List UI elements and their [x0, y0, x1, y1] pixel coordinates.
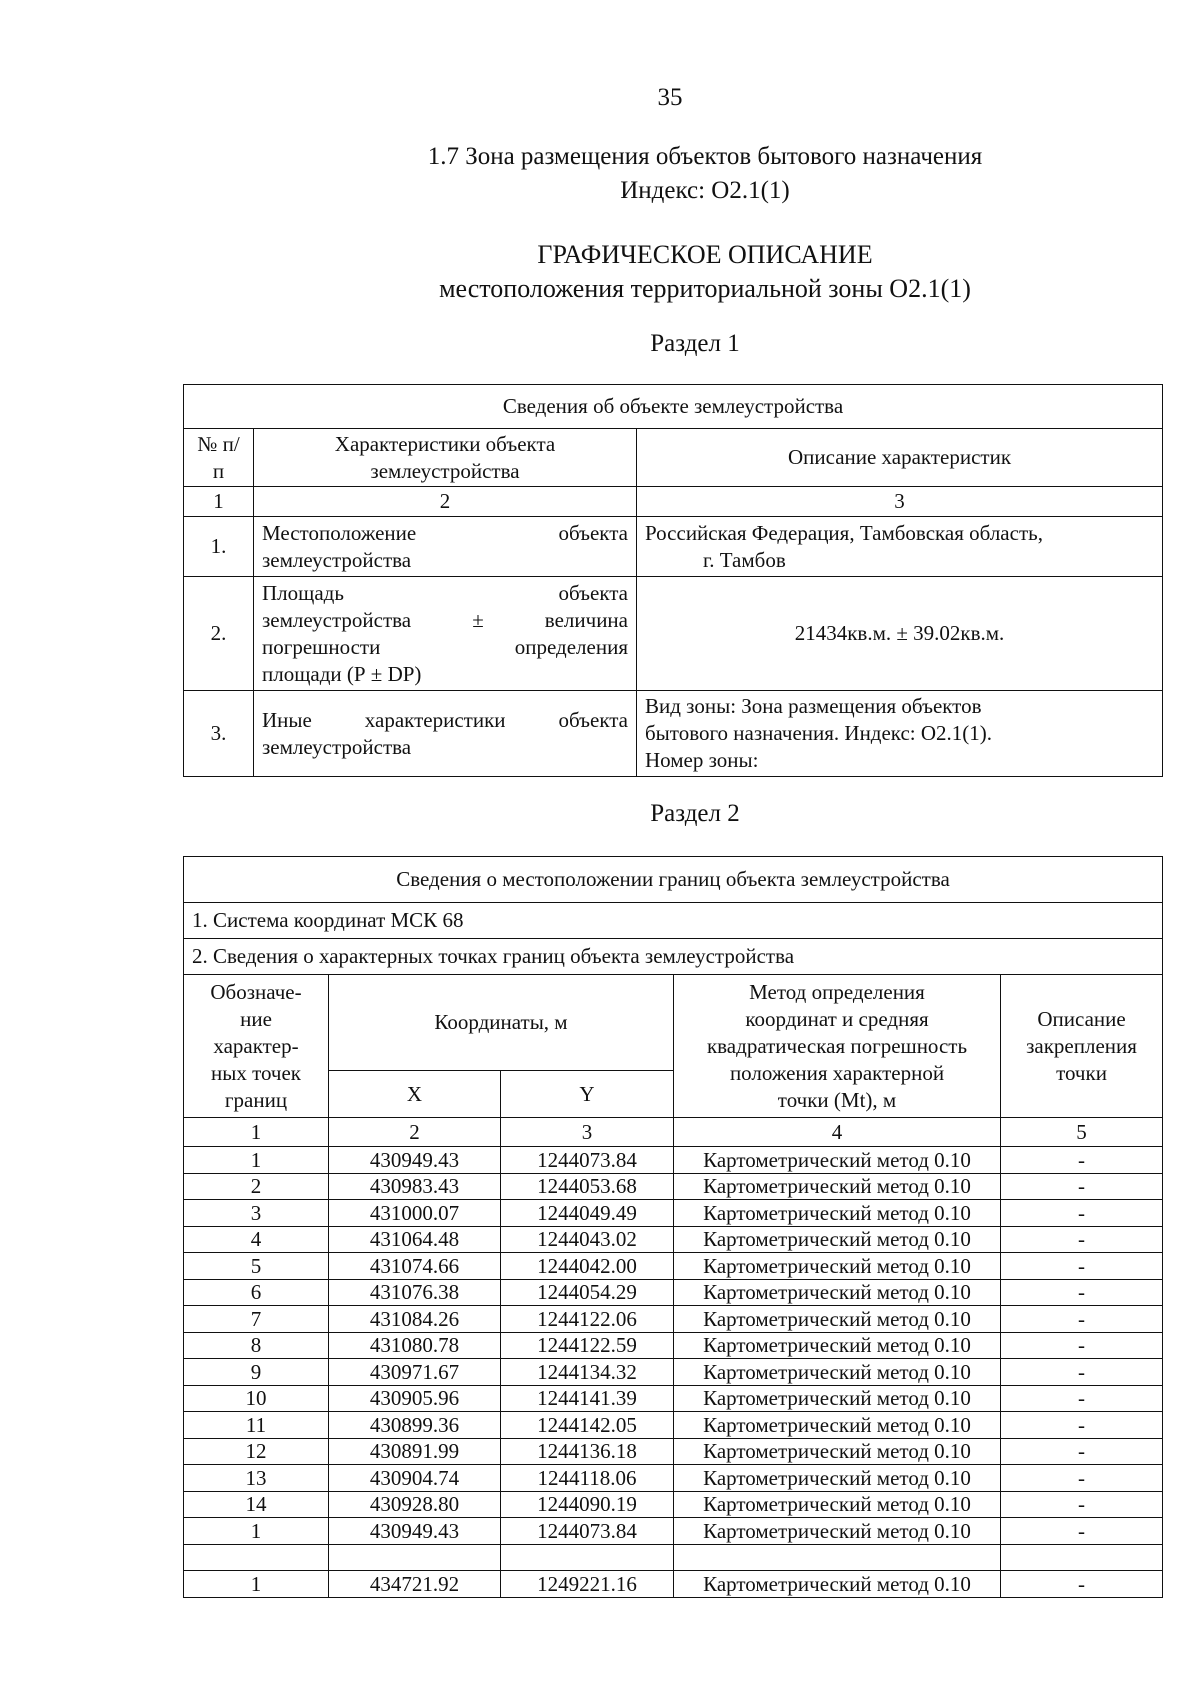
- table-row: [184, 1518, 1163, 1545]
- header-method: [674, 975, 1001, 1118]
- method-cell: Картометрический метод 0.10: [674, 1385, 1001, 1412]
- text-line: границ: [224, 1087, 288, 1112]
- coord-x: 431084.26: [329, 1306, 501, 1333]
- method-cell: Картометрический метод 0.10: [674, 1465, 1001, 1492]
- table-row: [184, 1306, 1163, 1333]
- method-cell: Картометрический метод 0.10: [674, 1279, 1001, 1306]
- coord-y: 1244141.39: [501, 1385, 674, 1412]
- text-line: точки (Mt), м: [777, 1087, 897, 1112]
- coord-system: 1. Система координат МСК 68: [184, 903, 1163, 939]
- method-cell: [674, 1544, 1001, 1571]
- text-line: Российская Федерация, Тамбовская область,: [645, 520, 1043, 545]
- text-line: Номер зоны:: [645, 748, 759, 772]
- coord-x: 430905.96: [329, 1385, 501, 1412]
- col-number: 2: [254, 487, 637, 517]
- text-line: Метод определения: [749, 979, 925, 1004]
- point-number: [184, 1544, 329, 1571]
- point-number: 10: [184, 1385, 329, 1412]
- coord-y: 1244054.29: [501, 1279, 674, 1306]
- text-line: квадратическая погрешность: [706, 1033, 968, 1058]
- text-line: землеустройства: [262, 734, 412, 759]
- zone-index: Индекс: О2.1(1): [620, 177, 790, 204]
- method-cell: Картометрический метод 0.10: [674, 1518, 1001, 1545]
- text-line: точки: [1056, 1060, 1107, 1085]
- coord-y: 1244043.02: [501, 1226, 674, 1253]
- coord-x: 434721.92: [329, 1571, 501, 1598]
- coord-x: 430899.36: [329, 1412, 501, 1439]
- method-cell: Картометрический метод 0.10: [674, 1438, 1001, 1465]
- coord-x: 430971.67: [329, 1359, 501, 1386]
- coord-x: 430983.43: [329, 1173, 501, 1200]
- coord-y: [501, 1544, 674, 1571]
- table-row: [184, 1332, 1163, 1359]
- coord-x: 430949.43: [329, 1518, 501, 1545]
- coord-x: 431000.07: [329, 1200, 501, 1227]
- text-line: Описание: [1037, 1006, 1126, 1031]
- col-number: 4: [674, 1118, 1001, 1147]
- document-title: ГРАФИЧЕСКОЕ ОПИСАНИЕ: [537, 240, 873, 269]
- point-number: 8: [184, 1332, 329, 1359]
- text-line: бытового назначения. Индекс: О2.1(1).: [645, 721, 993, 745]
- text-line: Местоположение объекта: [262, 520, 628, 545]
- point-number: 1: [184, 1518, 329, 1545]
- point-number: 12: [184, 1438, 329, 1465]
- coord-y: 1244142.05: [501, 1412, 674, 1439]
- coord-y: 1244049.49: [501, 1200, 674, 1227]
- row-characteristic: [254, 691, 637, 777]
- text-line: Иные характеристики объекта: [262, 707, 628, 732]
- col-number: 3: [637, 487, 1163, 517]
- header-fixing: [1001, 975, 1163, 1118]
- row-description: [637, 691, 1163, 777]
- table-row: [184, 1465, 1163, 1492]
- method-cell: Картометрический метод 0.10: [674, 1173, 1001, 1200]
- method-cell: Картометрический метод 0.10: [674, 1253, 1001, 1280]
- coord-y: 1244122.06: [501, 1306, 674, 1333]
- page-number: 35: [657, 84, 683, 111]
- row-num: 3.: [184, 691, 254, 777]
- header-x: X: [329, 1071, 501, 1118]
- coord-x: 431064.48: [329, 1226, 501, 1253]
- fixing-cell: -: [1001, 1571, 1163, 1598]
- header-description: Описание характеристик: [637, 429, 1163, 487]
- row-num: 2.: [184, 577, 254, 691]
- point-number: 11: [184, 1412, 329, 1439]
- fixing-cell: -: [1001, 1226, 1163, 1253]
- fixing-cell: -: [1001, 1332, 1163, 1359]
- section2-title: Раздел 2: [650, 800, 740, 827]
- coord-y: 1244134.32: [501, 1359, 674, 1386]
- method-cell: Картометрический метод 0.10: [674, 1412, 1001, 1439]
- coord-x: [329, 1544, 501, 1571]
- text-line: положения характерной: [729, 1060, 945, 1085]
- fixing-cell: -: [1001, 1518, 1163, 1545]
- text-line: ных точек: [210, 1060, 302, 1085]
- fixing-cell: -: [1001, 1359, 1163, 1386]
- header-num: № п/п: [184, 429, 254, 487]
- text-line: Площадь объекта: [262, 580, 628, 605]
- method-cell: Картометрический метод 0.10: [674, 1491, 1001, 1518]
- coord-y: 1249221.16: [501, 1571, 674, 1598]
- row-characteristic: [254, 517, 637, 577]
- zone-heading: [380, 140, 1030, 208]
- coord-y: 1244136.18: [501, 1438, 674, 1465]
- text-line: Вид зоны: Зона размещения объектов: [645, 694, 982, 718]
- text-line: землеустройства: [262, 547, 412, 572]
- section1-table: [183, 384, 1163, 777]
- fixing-cell: -: [1001, 1200, 1163, 1227]
- table-row: [184, 691, 1163, 777]
- fixing-cell: -: [1001, 1412, 1163, 1439]
- col-number: 1: [184, 1118, 329, 1147]
- row-description: [637, 517, 1163, 577]
- section1-title: Раздел 1: [650, 330, 740, 357]
- table-row: [184, 577, 1163, 691]
- method-cell: Картометрический метод 0.10: [674, 1306, 1001, 1333]
- table-row: [184, 1491, 1163, 1518]
- fixing-cell: -: [1001, 1173, 1163, 1200]
- method-cell: Картометрический метод 0.10: [674, 1359, 1001, 1386]
- coord-y: 1244118.06: [501, 1465, 674, 1492]
- points-body: [184, 1147, 1163, 1598]
- coord-y: 1244073.84: [501, 1147, 674, 1174]
- coord-x: 430891.99: [329, 1438, 501, 1465]
- method-cell: Картометрический метод 0.10: [674, 1332, 1001, 1359]
- col-number: 3: [501, 1118, 674, 1147]
- col-number: 2: [329, 1118, 501, 1147]
- coord-y: 1244073.84: [501, 1518, 674, 1545]
- coord-y: 1244042.00: [501, 1253, 674, 1280]
- point-number: 6: [184, 1279, 329, 1306]
- fixing-cell: -: [1001, 1438, 1163, 1465]
- table-row: [184, 1253, 1163, 1280]
- table-row: [184, 1438, 1163, 1465]
- section1-caption: Сведения об объекте землеустройства: [184, 385, 1163, 429]
- point-number: 1: [184, 1571, 329, 1598]
- row-num: 1.: [184, 517, 254, 577]
- table-row: [184, 517, 1163, 577]
- table-row: [184, 1147, 1163, 1174]
- document-subtitle: местоположения территориальной зоны О2.1(1): [439, 274, 971, 303]
- col-number: 5: [1001, 1118, 1163, 1147]
- section2-caption: Сведения о местоположении границ объекта землеустройства: [184, 857, 1163, 903]
- header-characteristics: Характеристики объекта землеустройства: [254, 429, 637, 487]
- point-number: 2: [184, 1173, 329, 1200]
- header-coordinates: Координаты, м: [329, 975, 674, 1071]
- text-line: ние: [240, 1006, 272, 1031]
- point-number: 1: [184, 1147, 329, 1174]
- section2-table: [183, 856, 1163, 1598]
- table-row: [184, 1385, 1163, 1412]
- coord-y: 1244053.68: [501, 1173, 674, 1200]
- point-number: 4: [184, 1226, 329, 1253]
- table-row: [184, 1173, 1163, 1200]
- coord-x: 430928.80: [329, 1491, 501, 1518]
- row-characteristic: [254, 577, 637, 691]
- header-designation: [184, 975, 329, 1118]
- point-number: 9: [184, 1359, 329, 1386]
- text-line: площади (Р ± DР): [262, 661, 422, 686]
- table-row: [184, 1200, 1163, 1227]
- fixing-cell: -: [1001, 1491, 1163, 1518]
- coord-y: 1244122.59: [501, 1332, 674, 1359]
- method-cell: Картометрический метод 0.10: [674, 1147, 1001, 1174]
- fixing-cell: -: [1001, 1147, 1163, 1174]
- coord-y: 1244090.19: [501, 1491, 674, 1518]
- table-row: [184, 1571, 1163, 1598]
- document-title-block: [380, 238, 1030, 306]
- text-line: погрешности определения: [262, 634, 628, 659]
- text-line: закрепления: [1026, 1033, 1137, 1058]
- point-number: 13: [184, 1465, 329, 1492]
- coord-x: 430904.74: [329, 1465, 501, 1492]
- table-row: [184, 1226, 1163, 1253]
- fixing-cell: -: [1001, 1306, 1163, 1333]
- fixing-cell: -: [1001, 1465, 1163, 1492]
- text-line: г. Тамбов: [703, 547, 786, 572]
- coord-x: 430949.43: [329, 1147, 501, 1174]
- method-cell: Картометрический метод 0.10: [674, 1226, 1001, 1253]
- header-y: Y: [501, 1071, 674, 1118]
- point-number: 3: [184, 1200, 329, 1227]
- coord-x: 431080.78: [329, 1332, 501, 1359]
- method-cell: Картометрический метод 0.10: [674, 1571, 1001, 1598]
- fixing-cell: -: [1001, 1253, 1163, 1280]
- points-caption: 2. Сведения о характерных точках границ объекта землеустройства: [184, 939, 1163, 975]
- table-row: [184, 1412, 1163, 1439]
- coord-x: 431074.66: [329, 1253, 501, 1280]
- text-line: Обозначе-: [210, 979, 302, 1004]
- table-row: [184, 1279, 1163, 1306]
- point-number: 7: [184, 1306, 329, 1333]
- table-row: [184, 1544, 1163, 1571]
- fixing-cell: -: [1001, 1279, 1163, 1306]
- coord-x: 431076.38: [329, 1279, 501, 1306]
- table-row: [184, 1359, 1163, 1386]
- fixing-cell: -: [1001, 1385, 1163, 1412]
- point-number: 14: [184, 1491, 329, 1518]
- fixing-cell: [1001, 1544, 1163, 1571]
- point-number: 5: [184, 1253, 329, 1280]
- zone-title: 1.7 Зона размещения объектов бытового назначения: [427, 143, 983, 170]
- text-line: координат и средняя: [745, 1006, 929, 1031]
- text-line: землеустройства ± величина: [262, 607, 628, 632]
- row-description: 21434кв.м. ± 39.02кв.м.: [637, 577, 1163, 691]
- text-line: характер-: [213, 1033, 299, 1058]
- method-cell: Картометрический метод 0.10: [674, 1200, 1001, 1227]
- col-number: 1: [184, 487, 254, 517]
